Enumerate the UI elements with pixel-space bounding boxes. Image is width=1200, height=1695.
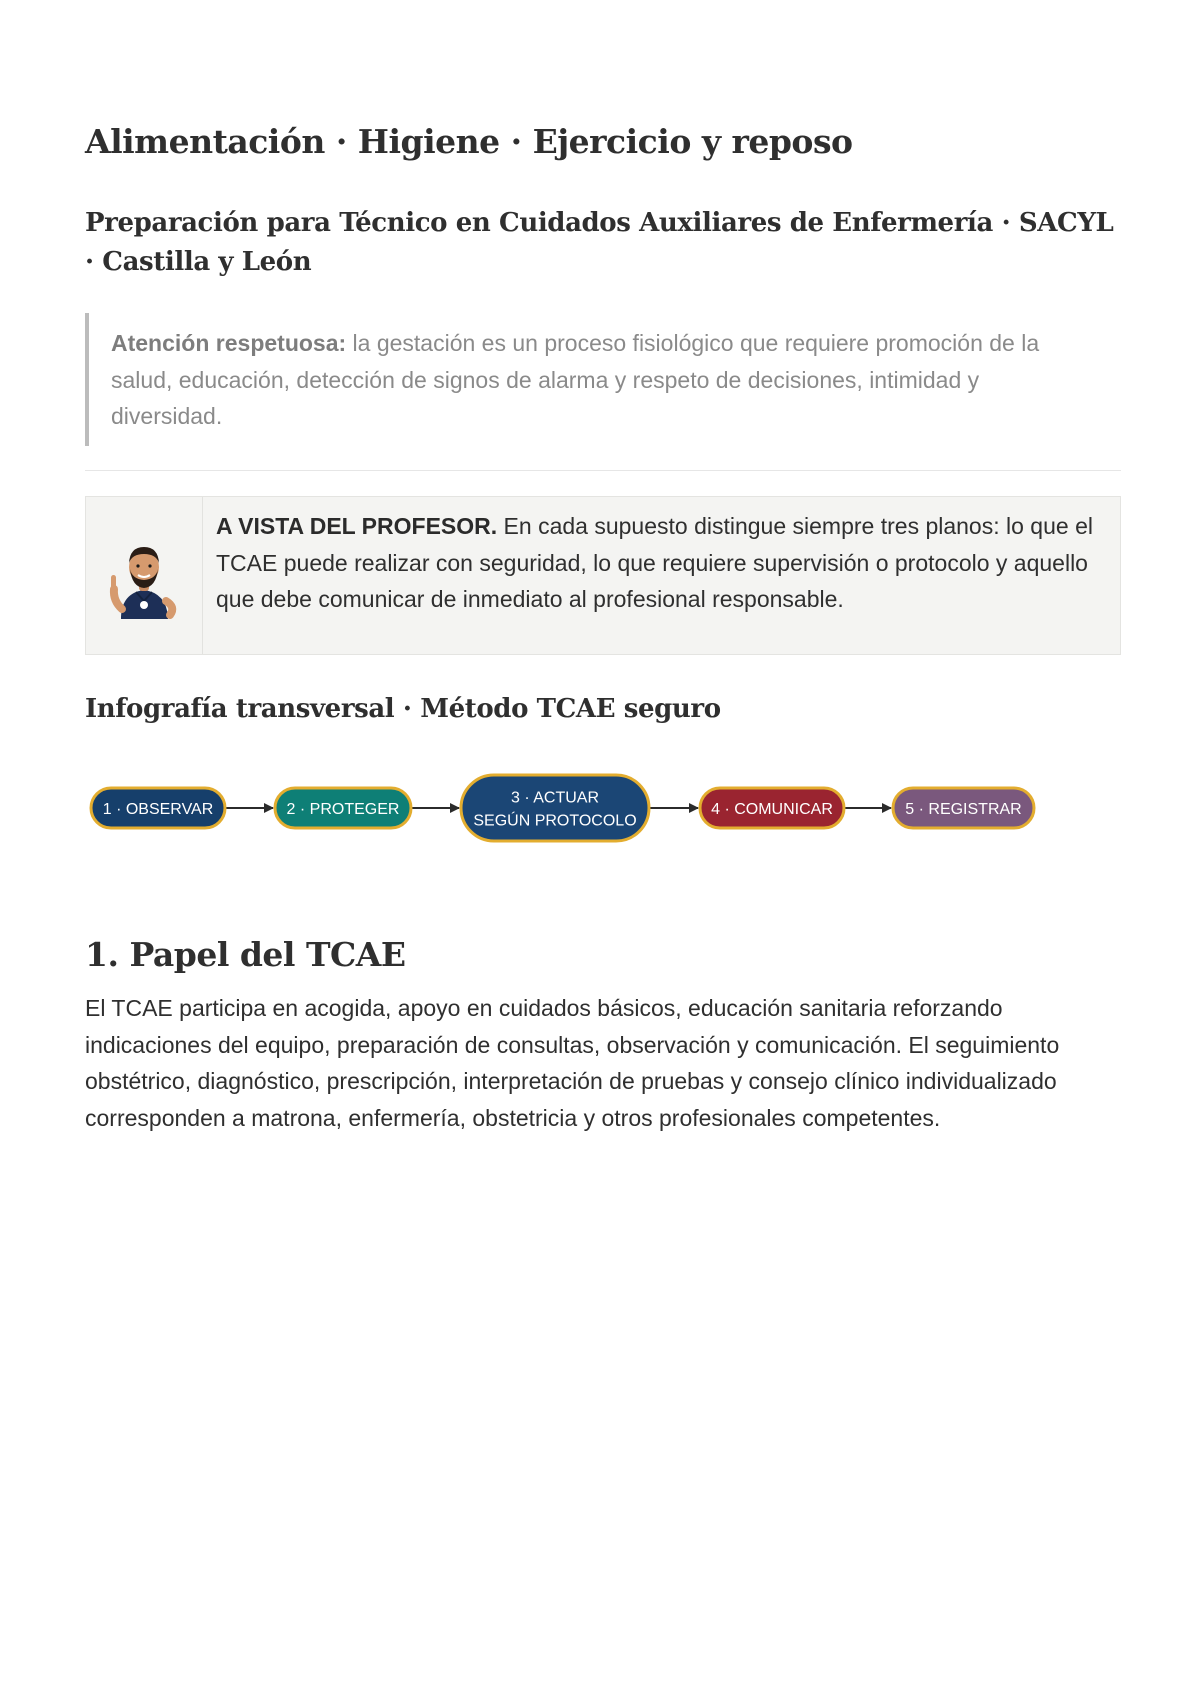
- flow-step-4-label: 4 · COMUNICAR: [711, 801, 833, 818]
- flow-step-2: [275, 788, 411, 828]
- flow-step-2-label: 2 · PROTEGER: [286, 801, 400, 818]
- flow-step-3-label: SEGÚN PROTOCOLO: [473, 812, 637, 830]
- teacher-note-body: En cada supuesto distingue siempre tres planos: lo que el TCAE puede realizar con seguridad, lo que requiere supervisión o protocolo y aquello que debe comunicar de inmediato al profesional responsable.: [216, 513, 1093, 612]
- page-subtitle: Preparación para Técnico en Cuidados Auxiliares de Enfermería · SACYL · Castilla y León: [85, 208, 1114, 277]
- teacher-avatar: [86, 497, 202, 654]
- flow-step-3-shape: [461, 775, 649, 841]
- flow-step-5: [893, 788, 1034, 828]
- flow-step-1-label: 1 · OBSERVAR: [102, 801, 214, 818]
- flow-step-4: [700, 788, 844, 828]
- teacher-note-label: A VISTA DEL PROFESOR.: [216, 513, 498, 539]
- teacher-note-box: [85, 496, 1121, 655]
- flow-step-5-label: 5 · REGISTRAR: [905, 801, 1022, 818]
- divider: [85, 470, 1121, 471]
- infographic-heading: Infografía transversal · Método TCAE seguro: [85, 694, 721, 724]
- section-1-body: El TCAE participa en acogida, apoyo en cuidados básicos, educación sanitaria reforzando indicaciones del equipo, preparación de consultas, observación y comunicación. El seguimiento obstétrico, diagnóstico, prescripción, interpretación de pruebas y consejo clínico individualizado corresponden a matrona, enfermería, obstetricia y otros profesionales competentes.: [85, 995, 1060, 1131]
- page-title: Alimentación · Higiene · Ejercicio y reposo: [85, 122, 853, 161]
- section-1-heading: 1. Papel del TCAE: [85, 935, 406, 974]
- teacher-note-text: [216, 508, 1111, 618]
- callout-label: Atención respetuosa:: [111, 330, 347, 356]
- teacher-avatar-cell: [86, 497, 203, 654]
- method-flow-diagram: [85, 768, 1121, 848]
- respectful-care-callout: [85, 313, 1095, 446]
- flow-step-3: [461, 775, 649, 841]
- callout-text: la gestación es un proceso fisiológico que requiere promoción de la salud, educación, detección de signos de alarma y respeto de decisiones, intimidad y diversidad.: [111, 330, 1040, 429]
- flow-step-3-label: 3 · ACTUAR: [510, 789, 600, 807]
- flow-step-1: [91, 788, 225, 828]
